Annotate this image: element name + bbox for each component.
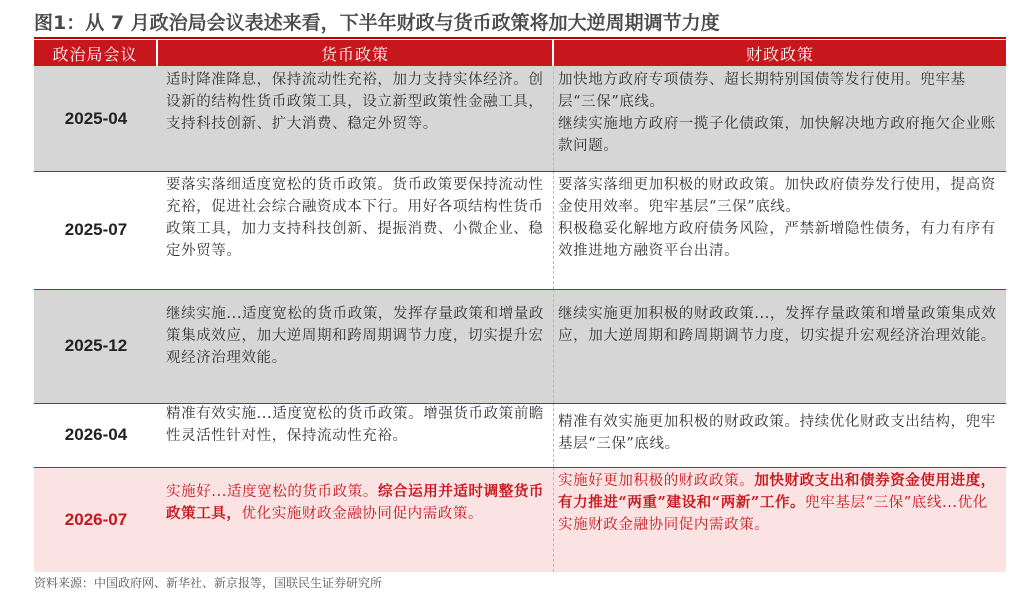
monetary-emphasis-text: 综合运用并适时调整货币政策工具， (166, 483, 545, 522)
fiscal-text (558, 470, 1000, 536)
fiscal-text-part: 实施好更加积极的财政政策。 (558, 473, 755, 489)
fiscal-policy-cell (554, 403, 1006, 467)
monetary-policy-cell (158, 467, 554, 572)
monetary-policy-cell (158, 66, 554, 171)
source-note: 资料来源：中国政府网、新华社、新京报等，国联民生证券研究所 (34, 576, 383, 590)
fiscal-text: 精准有效实施更加积极的财政政策。持续优化财政支出结构，兜牢基层“三保”底线。 (558, 414, 996, 452)
fiscal-text: 要落实落细更加积极的财政政策。加快政府债券发行使用，提高资金使用效率。兜牢基层“三保”底线。 (558, 177, 996, 215)
monetary-text (166, 481, 547, 525)
fiscal-policy-cell (554, 467, 1006, 572)
row-date: 2025-04 (34, 66, 158, 171)
fiscal-emphasis-text: 加快财政支出和债券资金使用进度，有力推进“两重”建设和“两新”工作。 (558, 472, 996, 511)
row-date: 2025-12 (34, 289, 158, 403)
fiscal-text: 继续实施地方政府一揽子化债政策，加快解决地方政府拖欠企业账款问题。 (558, 116, 996, 154)
monetary-text-part: 实施好...适度宽松的货币政策。 (166, 484, 378, 500)
monetary-text: 精准有效实施...适度宽松的货币政策。增强货币政策前瞻性灵活性针对性，保持流动性充裕。 (166, 406, 545, 444)
monetary-policy-cell (158, 171, 554, 289)
row-divider (34, 289, 1006, 290)
monetary-text: 要落实落细适度宽松的货币政策。货币政策要保持流动性充裕，促进社会综合融资成本下行。用好各项结构性货币政策工具，加力支持科技创新、提振消费、小微企业、稳定外贸等。 (166, 177, 544, 259)
fiscal-policy-cell (554, 66, 1006, 171)
row-divider (34, 467, 1006, 468)
monetary-policy-cell (158, 403, 554, 467)
row-divider (34, 403, 1006, 404)
fiscal-text: 积极稳妥化解地方政府债务风险，严禁新增隐性债务，有力有序有效推进地方融资平台出清。 (558, 221, 996, 259)
fiscal-policy-cell (554, 171, 1006, 289)
monetary-text-part: 优化实施财政金融协同促内需政策。 (241, 506, 484, 522)
row-divider (34, 171, 1006, 172)
header-meeting: 政治局会议 (34, 40, 158, 66)
monetary-text: 继续实施...适度宽松的货币政策，发挥存量政策和增量政策集成效应，加大逆周期和跨周期调节力度，切实提升宏观经济治理效能。 (166, 306, 545, 366)
monetary-text: 适时降准降息，保持流动性充裕，加力支持实体经济。创设新的结构性货币政策工具，设立新型政策性金融工具，支持科技创新、扩大消费、稳定外贸等。 (166, 72, 544, 132)
row-date: 2026-04 (34, 403, 158, 467)
header-fiscal: 财政政策 (554, 40, 1006, 66)
title-rule (34, 37, 1006, 39)
fiscal-text-part: 兜牢基层“三保”底线...优化实施财政金融协同促内需政策。 (558, 495, 988, 533)
fiscal-policy-cell (554, 289, 1006, 403)
row-date-highlighted: 2026-07 (34, 467, 158, 572)
monetary-policy-cell (158, 289, 554, 403)
header-monetary: 货币政策 (158, 40, 554, 66)
fiscal-text: 继续实施更加积极的财政政策...，发挥存量政策和增量政策集成效应，加大逆周期和跨周期调节力度，切实提升宏观经济治理效能。 (558, 306, 997, 344)
policy-table (34, 40, 1006, 572)
figure-title: 图1：从 7 月政治局会议表述来看，下半年财政与货币政策将加大逆周期调节力度 (34, 12, 720, 34)
fiscal-text: 加快地方政府专项债券、超长期特别国债等发行使用。兜牢基层“三保”底线。 (558, 72, 966, 110)
row-date: 2025-07 (34, 171, 158, 289)
